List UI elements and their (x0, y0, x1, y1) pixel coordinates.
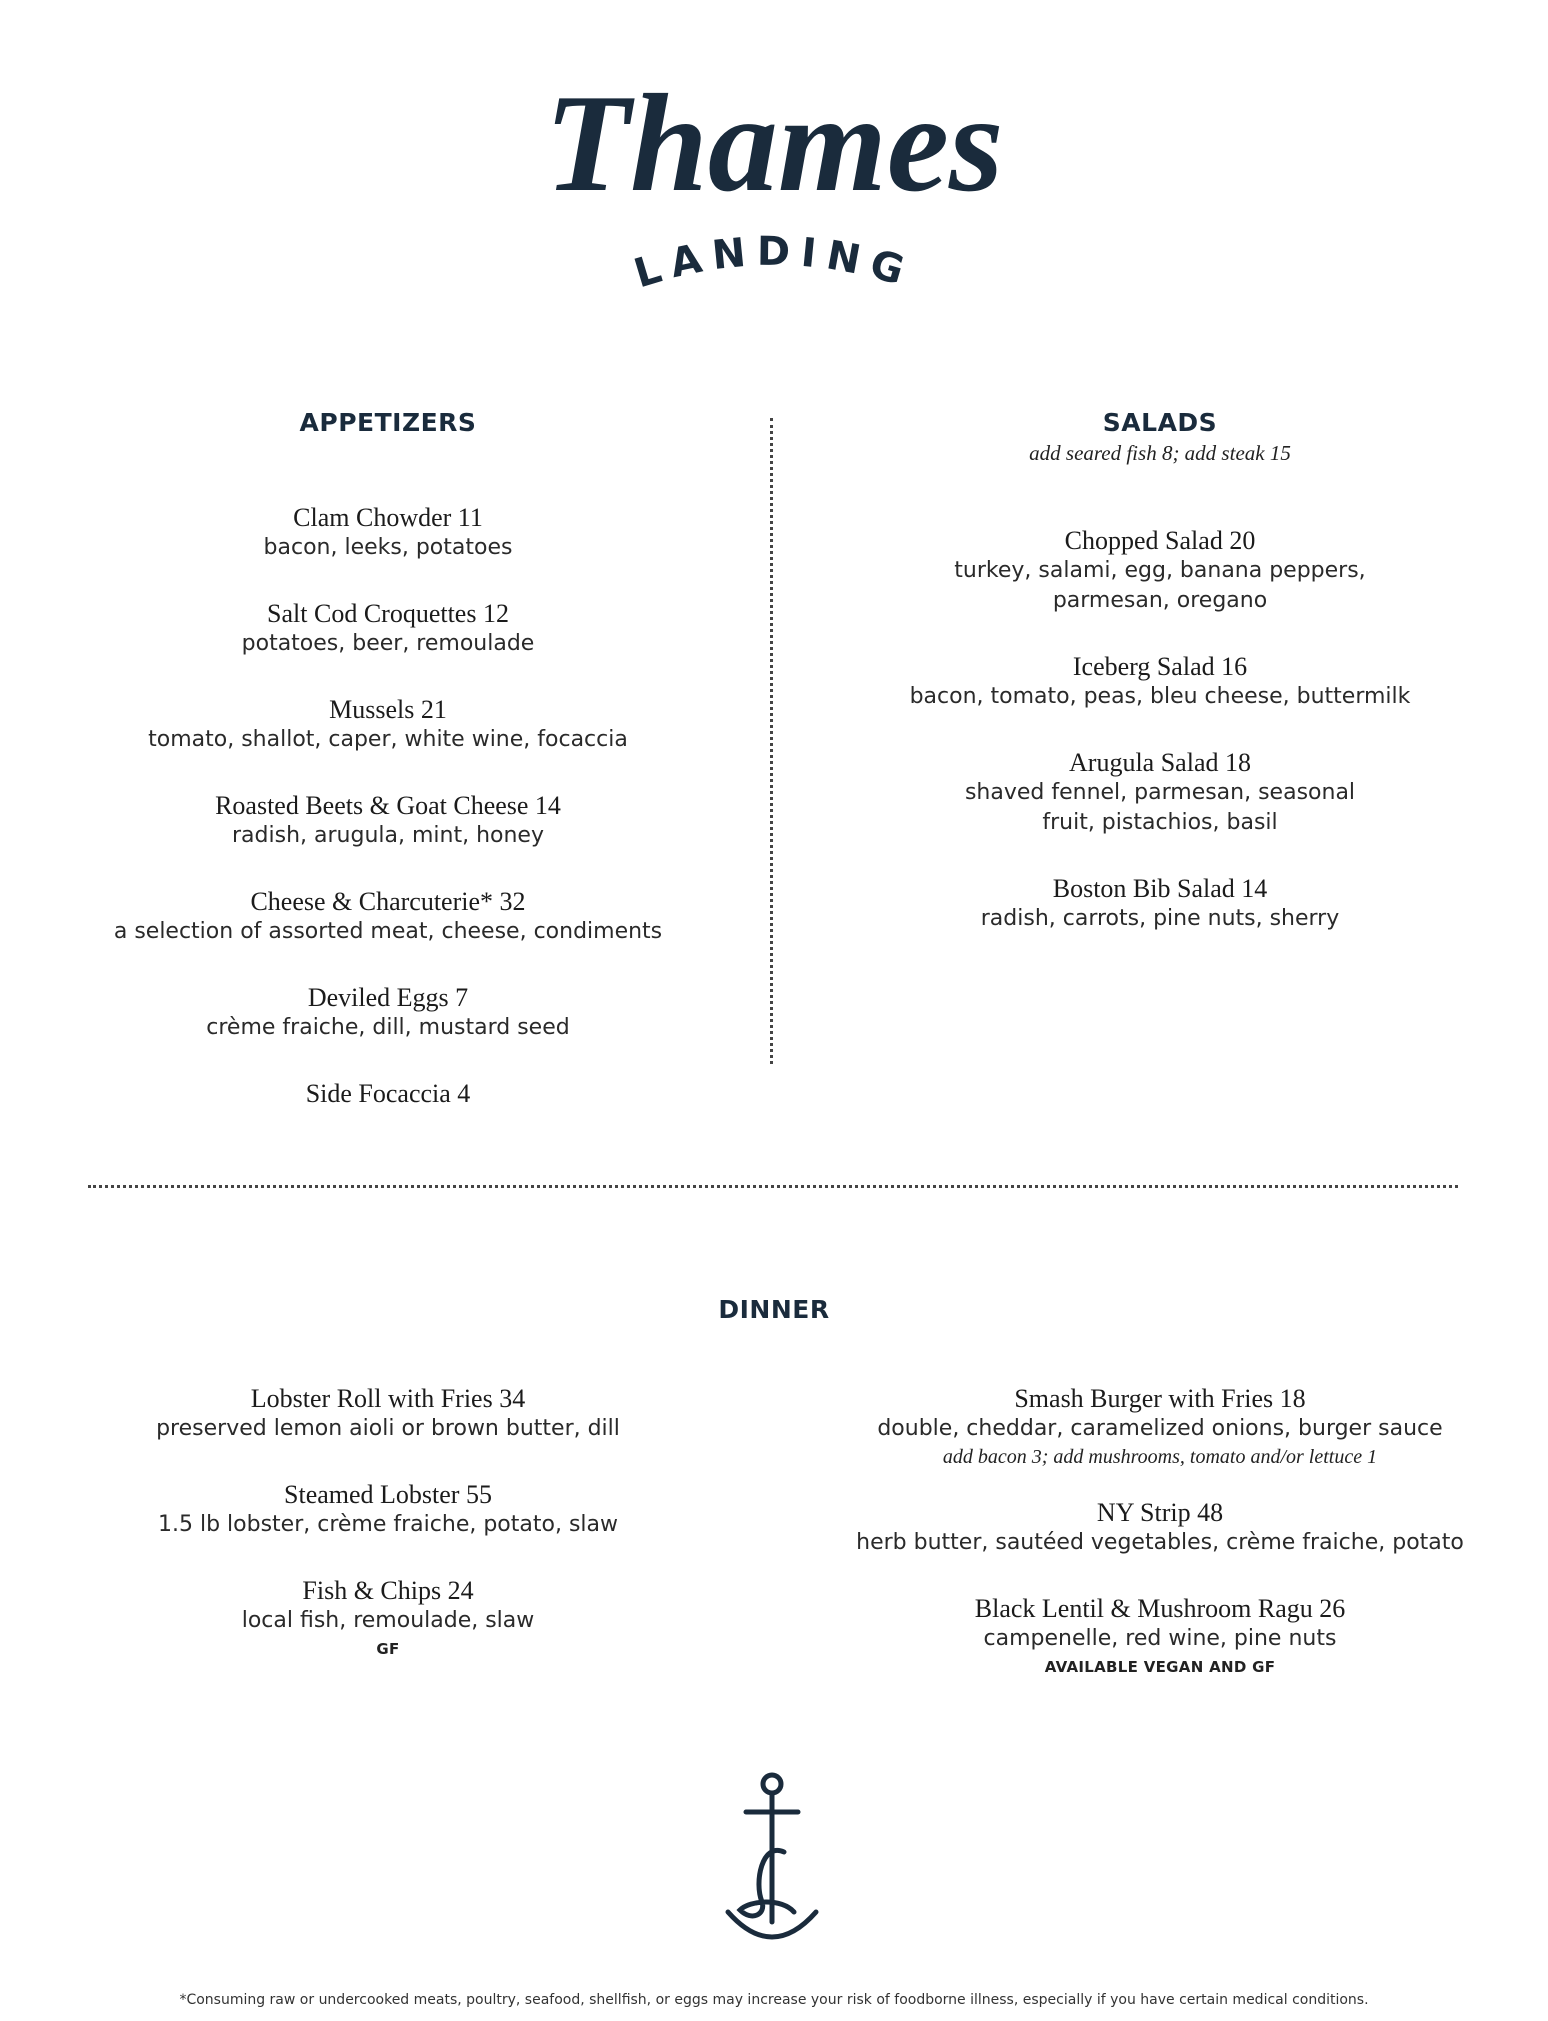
item-desc: potatoes, beer, remoulade (241, 631, 535, 656)
menu-item (850, 652, 1470, 712)
item-desc: fruit, pistachios, basil (1042, 810, 1278, 835)
menu-item (88, 599, 688, 659)
anchor-icon (722, 1772, 822, 1952)
item-desc: crème fraiche, dill, mustard seed (206, 1015, 570, 1040)
item-name: Arugula Salad 18 (1069, 748, 1251, 777)
dietary-tag: GF (376, 1640, 400, 1658)
item-name: Deviled Eggs 7 (307, 983, 469, 1012)
salads-section (850, 408, 1470, 934)
menu-item (88, 503, 688, 563)
menu-item (88, 791, 688, 851)
dinner-left-column (88, 1384, 688, 1662)
salads-heading: SALADS (1102, 408, 1218, 437)
item-name: Fish & Chips 24 (302, 1576, 474, 1605)
menu-item (88, 1480, 688, 1540)
section-divider (88, 1185, 1458, 1188)
menu-item (850, 874, 1470, 934)
column-divider (770, 418, 773, 1064)
menu-item (88, 1079, 688, 1109)
item-name: NY Strip 48 (1096, 1498, 1224, 1527)
item-desc: shaved fennel, parmesan, seasonal (964, 780, 1356, 805)
menu-item (88, 1576, 688, 1662)
item-desc: radish, carrots, pine nuts, sherry (980, 906, 1340, 931)
logo-mark (514, 80, 1034, 300)
logo-script-name: Thames (544, 80, 1004, 221)
logo-sub-name: LANDING (629, 228, 919, 298)
dietary-tag: AVAILABLE VEGAN AND GF (1044, 1658, 1276, 1676)
item-desc: radish, arugula, mint, honey (232, 823, 544, 848)
menu-item (830, 1594, 1490, 1680)
item-desc: a selection of assorted meat, cheese, condiments (113, 919, 663, 944)
item-name: Mussels 21 (329, 695, 447, 724)
item-desc: double, cheddar, caramelized onions, burger sauce (877, 1416, 1443, 1441)
item-name: Lobster Roll with Fries 34 (250, 1384, 526, 1413)
item-desc: parmesan, oregano (1052, 588, 1268, 613)
menu-item (88, 983, 688, 1043)
item-desc: herb butter, sautéed vegetables, crème fraiche, potato (856, 1530, 1464, 1555)
item-desc: bacon, leeks, potatoes (263, 535, 513, 560)
menu-item (88, 1384, 688, 1444)
item-name: Roasted Beets & Goat Cheese 14 (215, 791, 561, 820)
item-name: Cheese & Charcuterie* 32 (250, 887, 526, 916)
item-desc: turkey, salami, egg, banana peppers, (954, 558, 1366, 583)
salads-addon-note: add seared fish 8; add steak 15 (1029, 441, 1291, 465)
item-desc: preserved lemon aioli or brown butter, dill (156, 1416, 620, 1441)
brand-logo (0, 80, 1548, 300)
item-name: Smash Burger with Fries 18 (1014, 1384, 1306, 1413)
menu-item (830, 1384, 1490, 1470)
item-name: Side Focaccia 4 (305, 1079, 471, 1108)
item-desc: local fish, remoulade, slaw (241, 1608, 535, 1633)
item-desc: campenelle, red wine, pine nuts (983, 1626, 1337, 1651)
menu-item (88, 887, 688, 947)
appetizers-section (88, 408, 688, 1109)
menu-item (850, 526, 1470, 616)
item-desc: 1.5 lb lobster, crème fraiche, potato, slaw (158, 1512, 618, 1537)
item-name: Iceberg Salad 16 (1072, 652, 1248, 681)
appetizers-heading: APPETIZERS (299, 408, 477, 437)
item-name: Steamed Lobster 55 (284, 1480, 492, 1509)
item-name: Chopped Salad 20 (1064, 526, 1256, 555)
item-name: Boston Bib Salad 14 (1052, 874, 1268, 903)
item-name: Black Lentil & Mushroom Ragu 26 (974, 1594, 1346, 1623)
dinner-heading: DINNER (718, 1295, 830, 1324)
menu-item (830, 1498, 1490, 1558)
item-desc: tomato, shallot, caper, white wine, focaccia (148, 727, 628, 752)
dinner-right-column (830, 1384, 1490, 1680)
item-desc: bacon, tomato, peas, bleu cheese, buttermilk (909, 684, 1411, 709)
item-name: Clam Chowder 11 (293, 503, 483, 532)
item-addon-note: add bacon 3; add mushrooms, tomato and/or lettuce 1 (942, 1446, 1378, 1468)
health-disclaimer: *Consuming raw or undercooked meats, poultry, seafood, shellfish, or eggs may increase your risk of foodborne illness, especially if you have certain medical conditions. (179, 1992, 1369, 2008)
menu-item (88, 695, 688, 755)
item-name: Salt Cod Croquettes 12 (267, 599, 509, 628)
menu-item (850, 748, 1470, 838)
